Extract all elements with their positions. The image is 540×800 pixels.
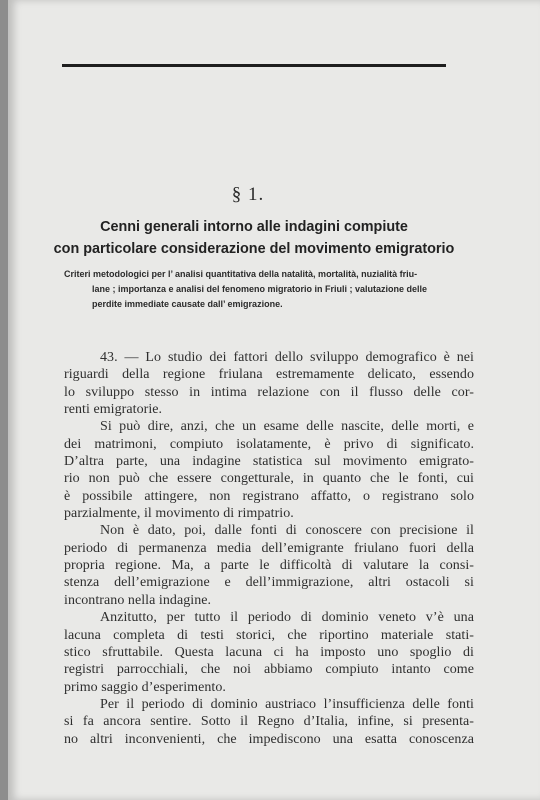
text-line: parzialmente, il movimento di rimpatrio. xyxy=(64,506,294,522)
summary-line: lane ; importanza e analisi del fenomeno migratorio in Friuli ; valutazione delle xyxy=(92,284,428,294)
text-line: registri parrocchiali, che noi abbiamo compiuto intanto come xyxy=(64,662,474,678)
text-line: incontrano nella indagine. xyxy=(64,592,212,608)
text-line: Si può dire, anzi, che un esame delle nascite, delle morti, e xyxy=(100,419,474,435)
text-line: rio non può che essere congetturale, in quanto che le fonti, cui xyxy=(64,471,474,487)
text-line: dei matrimoni, compiuto isolatamente, è privo di significato. xyxy=(64,436,474,452)
text-line: si fa ancora sentire. Sotto il Regno d’Italia, infine, si presenta- xyxy=(64,714,474,730)
text-line: periodo di permanenza media dell’emigrante friulano fuori della xyxy=(64,540,474,556)
summary-line: Criteri metodologici per l’ analisi quantitativa della natalità, mortalità, nuzialità friu- xyxy=(64,269,418,279)
body-text xyxy=(64,349,474,748)
text-line: stico sfruttabile. Questa lacuna ci ha imposto uno spoglio di xyxy=(64,644,474,660)
summary-line: perdite immediate causate dall’ emigrazione. xyxy=(92,299,283,309)
text-line: primo saggio d’esperimento. xyxy=(64,679,226,695)
text-line: Non è dato, poi, dalle fonti di conoscere con precisione il xyxy=(100,523,474,539)
text-line: stenza dell’emigrazione e dell’immigrazione, altri ostacoli si xyxy=(64,575,474,591)
text-line: D’altra parte, una indagine statistica sul movimento emigrato- xyxy=(64,454,474,470)
text-line: propria regione. Ma, a parte le difficoltà di valutare la consi- xyxy=(64,558,474,574)
text-line: renti emigratorie. xyxy=(64,402,163,418)
text-line: lo sviluppo stesso in intima relazione con il flusso delle cor- xyxy=(64,384,474,400)
text-line: lacuna completa di testi storici, che riportino materiale stati- xyxy=(64,627,474,643)
text-line: 43. — Lo studio dei fattori dello sviluppo demografico è nei xyxy=(100,350,474,365)
section-title-line: Cenni generali intorno alle indagini compiute xyxy=(100,219,408,235)
section-summary xyxy=(64,267,464,312)
text-line: riguardi della regione friulana estremamente delicato, essendo xyxy=(64,367,474,383)
book-page xyxy=(8,0,540,800)
header-rule xyxy=(62,64,446,67)
section-number: § 1. xyxy=(231,184,265,205)
section-title xyxy=(48,216,460,260)
section-title-line: con particolare considerazione del movimento emigratorio xyxy=(53,241,455,257)
text-line: Anzitutto, per tutto il periodo di dominio veneto v’è una xyxy=(100,610,474,626)
text-line: no altri inconvenienti, che impediscono una esatta conoscenza xyxy=(64,731,474,747)
text-line: Per il periodo di dominio austriaco l’insufficienza delle fonti xyxy=(100,696,474,712)
text-line: è possibile attingere, non registrano affatto, o registrano solo xyxy=(64,488,474,504)
